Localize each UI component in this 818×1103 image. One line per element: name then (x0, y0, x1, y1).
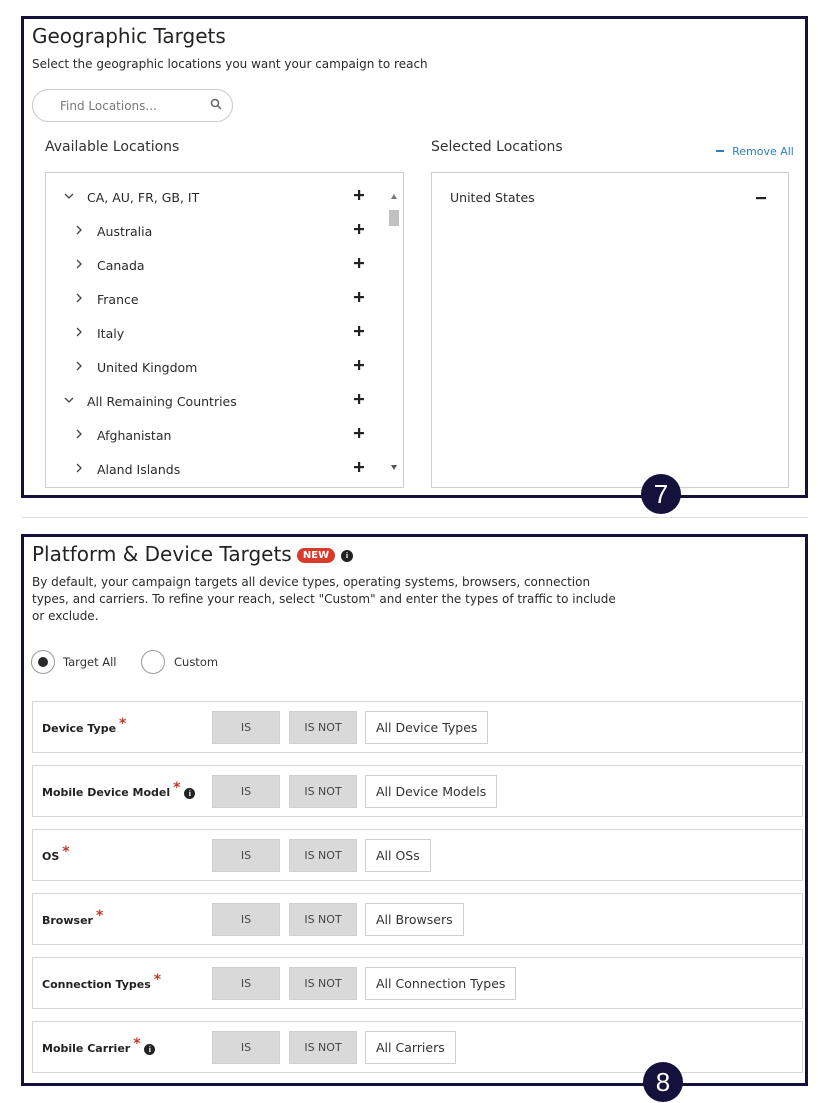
remove-all-label: Remove All (732, 145, 794, 158)
row-label-text: Connection Types (42, 978, 151, 991)
row-label-text: Mobile Device Model (42, 786, 171, 799)
is-not-button[interactable]: IS NOT (289, 903, 357, 936)
is-not-button[interactable]: IS NOT (289, 711, 357, 744)
selected-location-item (432, 181, 788, 215)
target-all-label[interactable]: Target All (63, 655, 117, 669)
available-location-item[interactable] (46, 215, 386, 249)
available-location-item[interactable] (46, 249, 386, 283)
available-location-item[interactable] (46, 351, 386, 385)
chevron-down-icon[interactable] (64, 191, 74, 201)
targeting-row (32, 765, 803, 817)
plus-icon[interactable] (353, 325, 365, 337)
plus-icon[interactable] (353, 223, 365, 235)
is-not-button[interactable]: IS NOT (289, 839, 357, 872)
is-button[interactable]: IS (212, 967, 280, 1000)
location-label: France (97, 292, 139, 307)
step-badge-8: 8 (643, 1062, 683, 1102)
target-all-radio[interactable] (31, 650, 55, 674)
selected-locations-heading: Selected Locations (431, 139, 563, 155)
location-label: Aland Islands (97, 462, 181, 477)
is-button[interactable]: IS (212, 775, 280, 808)
required-marker: * (173, 780, 181, 796)
value-selector[interactable]: All Carriers (365, 1031, 456, 1064)
section-divider (22, 517, 808, 518)
location-label: Afghanistan (97, 428, 172, 443)
targeting-row-label (42, 1036, 155, 1056)
chevron-right-icon[interactable] (74, 293, 84, 303)
location-label: Italy (97, 326, 125, 341)
location-search-input[interactable] (32, 89, 233, 122)
is-button[interactable]: IS (212, 711, 280, 744)
row-label-text: Mobile Carrier (42, 1042, 131, 1055)
location-label: CA, AU, FR, GB, IT (87, 190, 200, 205)
is-not-button[interactable]: IS NOT (289, 967, 357, 1000)
radio-selected-dot (38, 657, 48, 667)
plus-icon[interactable] (353, 393, 365, 405)
targeting-row-label (42, 908, 104, 928)
platform-description-line1: By default, your campaign targets all device types, operating systems, browsers, connection (32, 575, 591, 589)
required-marker: * (62, 844, 70, 860)
location-label: All Remaining Countries (87, 394, 237, 409)
search-placeholder: Find Locations... (60, 99, 157, 113)
available-locations-list[interactable] (45, 172, 404, 488)
chevron-right-icon[interactable] (74, 327, 84, 337)
info-icon[interactable]: i (184, 788, 195, 799)
minus-icon (716, 150, 724, 152)
list-scrollbar[interactable] (386, 183, 402, 477)
available-location-item[interactable] (46, 453, 386, 487)
plus-icon[interactable] (353, 291, 365, 303)
info-icon[interactable]: i (144, 1044, 155, 1055)
chevron-right-icon[interactable] (74, 463, 84, 473)
plus-icon[interactable] (353, 359, 365, 371)
minus-icon[interactable] (756, 197, 766, 200)
available-location-item[interactable] (46, 283, 386, 317)
platform-title: Platform & Device Targets (32, 542, 292, 566)
plus-icon[interactable] (353, 257, 365, 269)
targeting-row-label (42, 780, 195, 800)
location-label: United States (450, 190, 535, 205)
row-label-text: Device Type (42, 722, 117, 735)
value-selector[interactable]: All Browsers (365, 903, 464, 936)
new-badge: NEW (297, 548, 335, 563)
targeting-row-label (42, 972, 162, 992)
plus-icon[interactable] (353, 461, 365, 473)
info-icon[interactable]: i (341, 550, 353, 562)
platform-description-line3: or exclude. (32, 609, 99, 623)
location-label: Australia (97, 224, 153, 239)
row-label-text: OS (42, 850, 60, 863)
available-location-item[interactable] (46, 317, 386, 351)
selected-locations-list (431, 172, 789, 488)
step-badge-7: 7 (641, 474, 681, 514)
location-label: Canada (97, 258, 145, 273)
required-marker: * (119, 716, 127, 732)
row-label-text: Browser (42, 914, 93, 927)
geo-title: Geographic Targets (32, 24, 226, 48)
targeting-row (32, 1021, 803, 1073)
required-marker: * (133, 1036, 141, 1052)
is-button[interactable]: IS (212, 839, 280, 872)
plus-icon[interactable] (353, 427, 365, 439)
targeting-row-label (42, 844, 70, 864)
is-button[interactable]: IS (212, 1031, 280, 1064)
targeting-row-label (42, 716, 127, 736)
is-button[interactable]: IS (212, 903, 280, 936)
chevron-right-icon[interactable] (74, 259, 84, 269)
is-not-button[interactable]: IS NOT (289, 775, 357, 808)
targeting-row (32, 829, 803, 881)
location-label: United Kingdom (97, 360, 198, 375)
value-selector[interactable]: All Connection Types (365, 967, 516, 1000)
value-selector[interactable]: All Device Types (365, 711, 488, 744)
chevron-right-icon[interactable] (74, 429, 84, 439)
available-locations-heading: Available Locations (45, 139, 180, 155)
chevron-down-icon[interactable] (64, 395, 74, 405)
required-marker: * (95, 908, 104, 924)
chevron-right-icon[interactable] (74, 361, 84, 371)
custom-radio[interactable] (141, 650, 165, 674)
custom-label[interactable]: Custom (174, 655, 219, 669)
targeting-row (32, 957, 803, 1009)
targeting-row (32, 701, 803, 753)
required-marker: * (153, 972, 162, 988)
available-location-item[interactable] (46, 181, 386, 215)
search-icon[interactable] (210, 98, 222, 110)
available-location-item[interactable] (46, 419, 386, 453)
targeting-row (32, 893, 803, 945)
chevron-right-icon[interactable] (74, 225, 84, 235)
value-selector[interactable]: All OSs (365, 839, 431, 872)
plus-icon[interactable] (353, 189, 365, 201)
is-not-button[interactable]: IS NOT (289, 1031, 357, 1064)
remove-all-link[interactable] (716, 140, 794, 159)
value-selector[interactable]: All Device Models (365, 775, 497, 808)
geo-subtitle: Select the geographic locations you want your campaign to reach (32, 57, 428, 71)
available-location-item[interactable] (46, 385, 386, 419)
platform-description-line2: types, and carriers. To refine your reach, select "Custom" and enter the types of traffic to include (32, 592, 616, 606)
